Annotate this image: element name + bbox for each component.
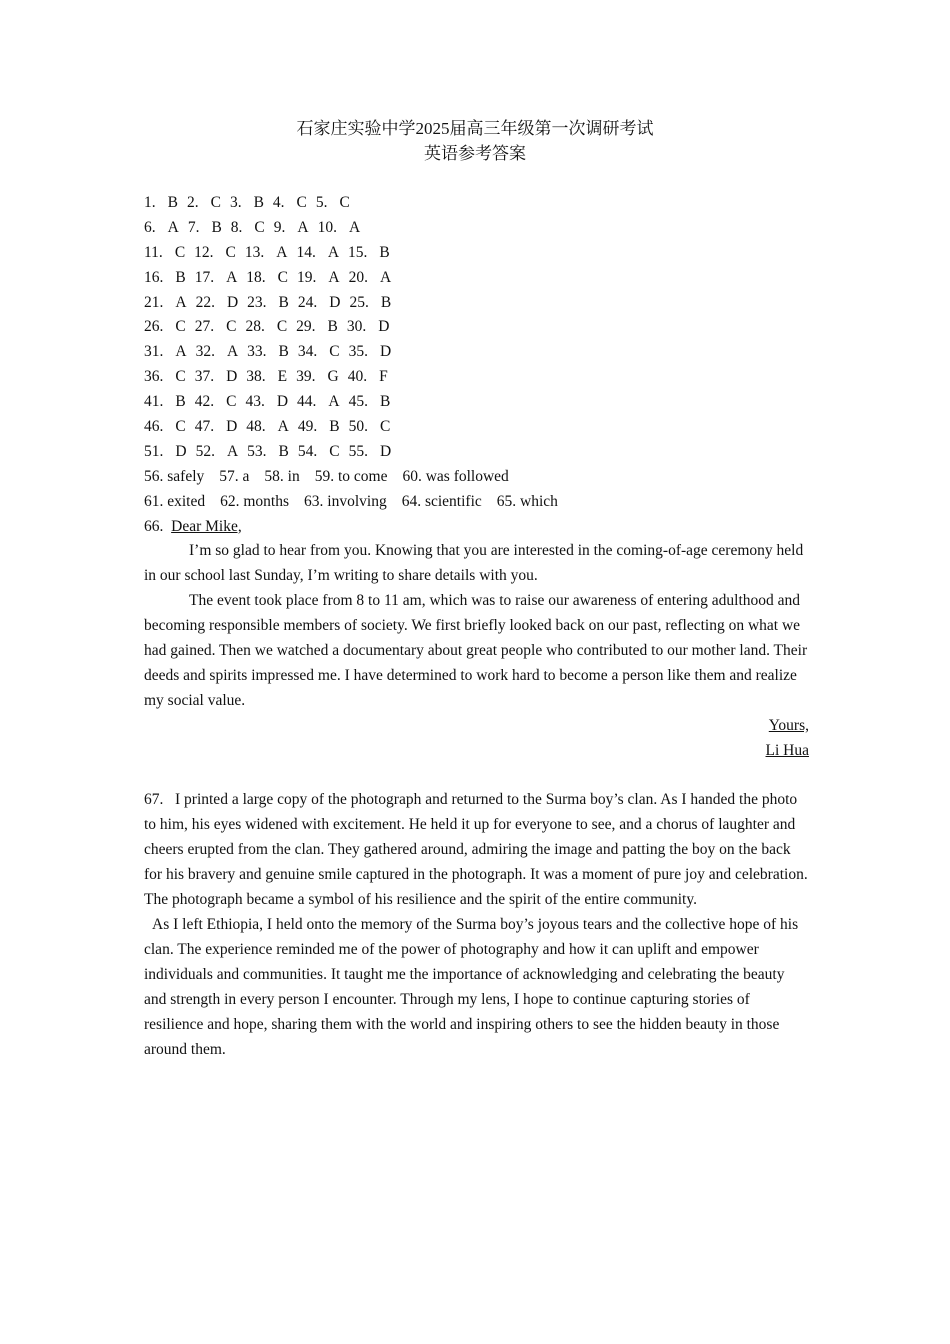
- answer-number: 29.: [296, 318, 316, 336]
- spacer: [144, 764, 809, 789]
- answer-number: 44.: [297, 393, 317, 411]
- letter-paragraph: The event took place from 8 to 11 am, which was to raise our awareness of entering adulthood and becoming responsible members of society. We first briefly looked back on our past, reflecting on what we had gained. Then we watched a documentary about great people who contributed to our mother land. Their deeds and spirits impressed me. I have determined to work hard to become a person like them and realize my social value.: [144, 592, 808, 709]
- answer-letter: D: [226, 368, 238, 386]
- answer-letter: A: [175, 293, 187, 311]
- answer-item: [144, 291, 187, 316]
- answer-number: 11.: [144, 243, 163, 261]
- blank-answer: 64. scientific: [401, 492, 482, 510]
- answer-item: [195, 390, 237, 415]
- answer-number: 1.: [144, 194, 156, 211]
- answer-number: 19.: [297, 268, 317, 286]
- answer-letter: B: [211, 218, 222, 236]
- answer-item: [144, 440, 187, 465]
- answer-number: 21.: [144, 293, 164, 311]
- question-number: 66.: [144, 517, 164, 535]
- answer-item: [246, 415, 289, 440]
- answer-number: 46.: [144, 418, 164, 436]
- answer-number: 41.: [144, 393, 164, 411]
- answer-number: 53.: [247, 442, 267, 460]
- answer-letter: B: [175, 393, 186, 411]
- answer-item: [297, 266, 340, 291]
- answer-letter: B: [329, 418, 340, 436]
- answer-letter: B: [167, 194, 178, 211]
- answer-row: [144, 415, 809, 440]
- continuation-paragraph: 67. I printed a large copy of the photograph and returned to the Surma boy’s clan. As I handed the photo to him, his eyes widened with excitement. He held it up for everyone to see, and a chorus of laughter and cheers erupted from the clan. They gathered around, admiring the image and patting the boy on the back for his bravery and genuine smile captured in the photograph. It was a moment of pure joy and celebration. The photograph became a symbol of his resilience and the spirit of the entire community.: [144, 791, 808, 909]
- answer-item: [297, 390, 340, 415]
- answer-letter: C: [226, 393, 237, 411]
- answer-row: [144, 291, 809, 316]
- answer-item: [194, 241, 236, 266]
- answer-item: [247, 340, 289, 365]
- answer-number: 7.: [187, 218, 200, 236]
- blank-answers-row-2: [144, 490, 809, 515]
- answer-number: 2.: [186, 194, 199, 211]
- answer-letter: D: [226, 293, 239, 311]
- answer-number: 27.: [194, 318, 215, 336]
- answer-letter: D: [379, 343, 392, 361]
- answer-number: 14.: [296, 243, 316, 261]
- answer-row: [144, 216, 809, 241]
- answer-number: 25.: [349, 293, 369, 311]
- answer-number: 20.: [348, 268, 368, 286]
- blank-answer: 59. to come: [314, 467, 388, 485]
- answer-letter: A: [226, 268, 238, 286]
- question-number: 67.: [144, 791, 164, 809]
- answer-letter: C: [225, 243, 236, 261]
- answer-number: 34.: [297, 343, 318, 361]
- answer-number: 50.: [348, 418, 368, 436]
- answer-number: 42.: [194, 393, 215, 411]
- answer-letter: D: [226, 418, 238, 436]
- answer-number: 35.: [348, 343, 368, 361]
- answer-item: [349, 415, 391, 440]
- answer-letter: D: [379, 442, 392, 460]
- answer-letter: A: [276, 243, 288, 261]
- answer-number: 6.: [144, 218, 156, 236]
- page-title: 石家庄实验中学2025届高三年级第一次调研考试: [296, 119, 654, 138]
- answer-item: [144, 315, 186, 340]
- answer-number: 51.: [144, 442, 164, 460]
- answer-letter: C: [329, 442, 340, 460]
- answer-number: 38.: [246, 368, 266, 386]
- answer-item: [296, 241, 339, 266]
- answer-number: 4.: [272, 194, 285, 211]
- answer-item: [247, 440, 289, 465]
- answer-item: [318, 216, 361, 241]
- answer-number: 17.: [194, 268, 215, 286]
- blank-answer: 56. safely: [144, 467, 205, 485]
- answer-row: [144, 340, 809, 365]
- answer-letter: A: [379, 268, 392, 286]
- answer-number: 9.: [273, 218, 286, 236]
- answer-item: [347, 315, 390, 340]
- answer-item: [246, 365, 287, 390]
- blank-answer: 61. exited: [144, 492, 206, 510]
- answer-letter: C: [329, 343, 340, 361]
- answer-number: 10.: [317, 218, 337, 236]
- answer-item: [348, 241, 390, 266]
- answer-number: 23.: [247, 293, 267, 311]
- answer-item: [144, 241, 185, 266]
- answer-item: [298, 415, 340, 440]
- answer-number: 12.: [194, 243, 214, 261]
- answer-row: [144, 315, 809, 340]
- answer-letter: D: [276, 393, 289, 411]
- blank-answer: 58. in: [264, 467, 300, 485]
- answer-number: 54.: [297, 442, 318, 460]
- answer-letter: A: [327, 243, 340, 261]
- answer-item: [298, 291, 341, 316]
- answer-item: [144, 266, 186, 291]
- answer-number: 13.: [244, 243, 265, 261]
- answer-item: [231, 216, 265, 241]
- answer-letter: A: [175, 343, 187, 361]
- answer-letter: C: [175, 418, 186, 436]
- answer-letter: C: [339, 194, 350, 211]
- answer-number: 3.: [229, 194, 242, 211]
- answer-item: [196, 291, 239, 316]
- answer-number: 22.: [195, 293, 215, 311]
- blank-answer: 65. which: [496, 492, 558, 510]
- continuation-paragraph: As I left Ethiopia, I held onto the memory of the Surma boy’s joyous tears and the collective hope of his clan. The experience reminded me of the power of photography and how it can uplift and empower individuals and communities. It taught me the importance of acknowledging and celebrating the beauty and strength in every person I encounter. Through my lens, I hope to continue capturing stories of resilience and hope, sharing them with the world and inspiring others to see the hidden beauty in those around them.: [144, 916, 799, 1058]
- answer-row: [144, 191, 809, 216]
- answer-item: [298, 340, 340, 365]
- answer-letter: A: [226, 442, 239, 460]
- answer-number: 49.: [297, 418, 318, 436]
- blank-answer: 62. months: [220, 492, 290, 510]
- answer-item: [296, 365, 339, 390]
- answer-letter: C: [210, 194, 221, 211]
- answer-item: [349, 390, 391, 415]
- answer-number: 30.: [346, 318, 367, 336]
- answer-item: [195, 315, 237, 340]
- answer-item: [349, 440, 392, 465]
- letter-salutation-line: [144, 515, 809, 540]
- blank-answer: 63. involving: [304, 492, 387, 510]
- answer-item: [296, 315, 338, 340]
- answer-letter: A: [328, 268, 340, 286]
- answer-letter: D: [329, 293, 341, 311]
- answer-number: 5.: [315, 194, 328, 211]
- answer-letter: B: [327, 318, 338, 336]
- answer-row: [144, 440, 809, 465]
- answer-item: [348, 365, 388, 390]
- answer-letter: F: [379, 368, 388, 386]
- answer-letter: B: [175, 268, 186, 286]
- answer-letter: E: [277, 368, 288, 386]
- answer-item: [195, 415, 238, 440]
- answer-number: 45.: [348, 393, 368, 411]
- answer-letter: C: [175, 318, 186, 336]
- answer-number: 26.: [144, 318, 164, 336]
- answer-letter: C: [296, 194, 307, 211]
- answer-item: [245, 315, 287, 340]
- answer-item: [195, 266, 238, 291]
- answer-number: 40.: [347, 368, 368, 386]
- letter-salutation: Dear Mike,: [171, 517, 242, 535]
- answer-item: [144, 191, 178, 216]
- answer-number: 55.: [348, 442, 368, 460]
- multiple-choice-answers: [144, 191, 809, 465]
- answer-row: [144, 365, 809, 390]
- answer-number: 32.: [195, 343, 215, 361]
- answer-number: 31.: [144, 343, 164, 361]
- answer-letter: B: [253, 194, 264, 211]
- answer-letter: C: [175, 368, 186, 386]
- answer-letter: C: [379, 418, 391, 436]
- answer-item: [230, 191, 264, 216]
- answer-letter: C: [226, 318, 237, 336]
- answer-item: [144, 340, 187, 365]
- answer-item: [188, 216, 222, 241]
- answer-letter: C: [277, 268, 289, 286]
- answer-letter: A: [167, 218, 179, 236]
- answer-row: [144, 390, 809, 415]
- answer-item: [246, 266, 288, 291]
- answer-letter: D: [378, 318, 390, 336]
- answer-letter: B: [278, 343, 289, 361]
- answer-number: 48.: [246, 418, 266, 436]
- answer-item: [196, 340, 239, 365]
- answer-number: 47.: [194, 418, 215, 436]
- blank-answer: 60. was followed: [402, 467, 509, 485]
- answer-letter: B: [278, 293, 289, 311]
- answer-item: [187, 191, 221, 216]
- answer-item: [273, 191, 307, 216]
- letter-signature: Li Hua: [765, 741, 809, 759]
- answer-number: 8.: [230, 218, 243, 236]
- answer-number: 18.: [246, 268, 266, 286]
- answer-number: 43.: [245, 393, 265, 411]
- answer-letter: B: [380, 293, 392, 311]
- letter-closing: Yours,: [768, 716, 809, 734]
- answer-letter: B: [278, 442, 289, 460]
- answer-number: 33.: [247, 343, 267, 361]
- answer-number: 39.: [296, 368, 316, 386]
- answer-item: [144, 365, 186, 390]
- answer-item: [247, 291, 289, 316]
- blank-answer: 57. a: [219, 467, 250, 485]
- answer-number: 52.: [195, 442, 215, 460]
- answer-number: 24.: [297, 293, 318, 311]
- answer-number: 37.: [194, 368, 215, 386]
- answer-item: [349, 291, 391, 316]
- answer-number: 16.: [144, 268, 164, 286]
- answer-item: [349, 266, 392, 291]
- answer-number: 28.: [245, 318, 265, 336]
- answer-letter: A: [277, 418, 289, 436]
- answer-letter: G: [327, 368, 339, 386]
- answer-item: [245, 241, 288, 266]
- answer-letter: A: [348, 218, 361, 236]
- answer-row: [144, 266, 809, 291]
- page-subtitle: 英语参考答案: [424, 144, 526, 163]
- answer-letter: A: [328, 393, 340, 411]
- answer-number: 36.: [144, 368, 164, 386]
- answer-item: [274, 216, 309, 241]
- answer-item: [196, 440, 239, 465]
- answer-letter: A: [297, 218, 309, 236]
- answer-letter: B: [379, 393, 391, 411]
- answer-letter: C: [254, 218, 265, 236]
- answer-item: [144, 390, 186, 415]
- document-body: [144, 191, 809, 1062]
- answer-number: 15.: [348, 243, 368, 261]
- blank-answers-row-1: [144, 465, 809, 490]
- answer-item: [144, 216, 179, 241]
- answer-letter: B: [379, 243, 390, 261]
- answer-letter: C: [174, 243, 186, 261]
- answer-item: [349, 340, 392, 365]
- answer-letter: D: [175, 442, 187, 460]
- answer-letter: C: [276, 318, 288, 336]
- answer-item: [298, 440, 340, 465]
- letter-paragraph: I’m so glad to hear from you. Knowing that you are interested in the coming-of-age ceremony held in our school last Sunday, I’m writing to share details with you.: [144, 542, 804, 585]
- answer-item: [245, 390, 288, 415]
- answer-item: [195, 365, 238, 390]
- answer-letter: A: [226, 343, 239, 361]
- answer-item: [144, 415, 186, 440]
- answer-row: [144, 241, 809, 266]
- answer-item: [316, 191, 350, 216]
